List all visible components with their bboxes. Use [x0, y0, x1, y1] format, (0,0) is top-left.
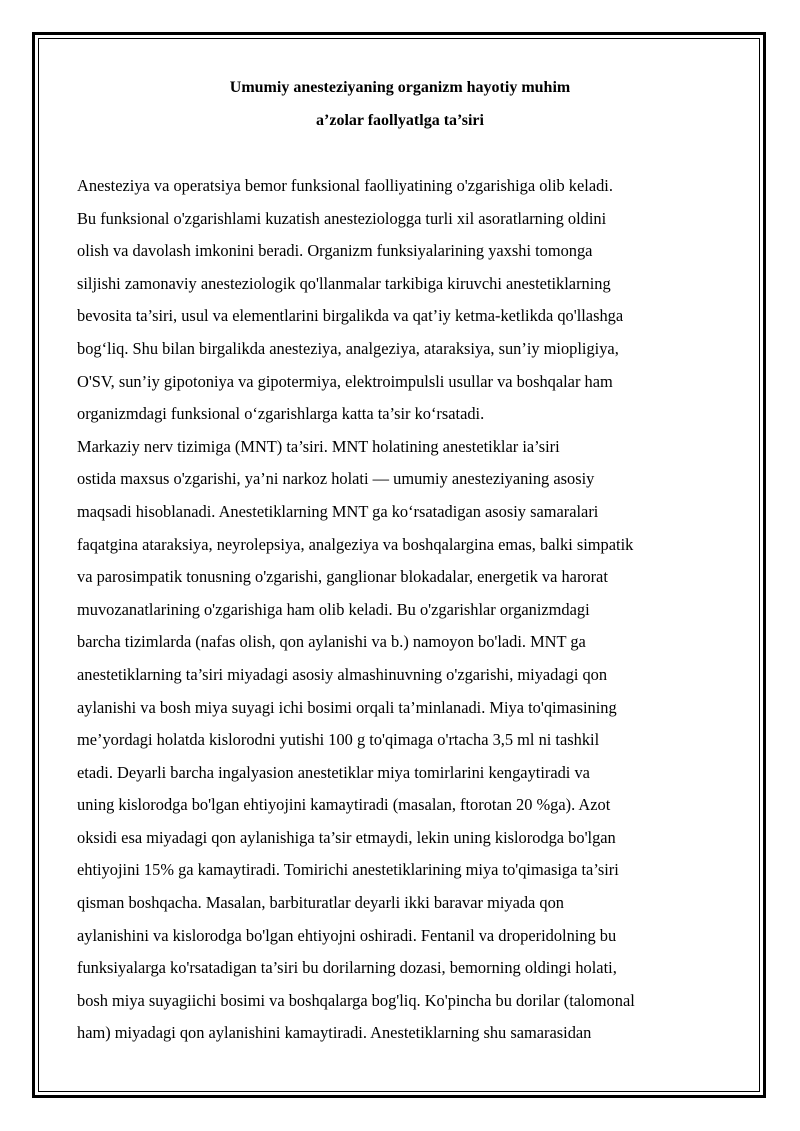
document-title-line-2: a’zolar faollyatlga ta’siri: [316, 112, 484, 129]
body-text-line: ham) miyadagi qon aylanishini kamaytiradi. Anestetiklarning shu samarasidan: [77, 1023, 592, 1043]
body-text-line: funksiyalarga ko'rsatadigan ta’siri bu dorilarning dozasi, bemorning oldingi holati,: [77, 958, 617, 978]
body-text-line: olish va davolash imkonini beradi. Organizm funksiyalarining yaxshi tomonga: [77, 241, 593, 261]
body-text-line: muvozanatlarining o'zgarishiga ham olib keladi. Bu o'zgarishlar organizmdagi: [77, 599, 590, 619]
body-text-line: aylanishini va kislorodga bo'lgan ehtiyojni oshiradi. Fentanil va droperidolning bu: [77, 925, 617, 945]
body-text-line: faqatgina ataraksiya, neyrolepsiya, analgeziya va boshqalargina emas, balki simpatik: [77, 534, 634, 554]
body-text-line: bevosita ta’siri, usul va elementlarini birgalikda va qat’iy ketma-ketlikda qo'llashga: [77, 306, 624, 326]
body-text-line: oksidi esa miyadagi qon aylanishiga ta’sir etmaydi, lekin uning kislorodga bo'lgan: [77, 827, 616, 847]
body-text-line: va parosimpatik tonusning o'zgarishi, ganglionar blokadalar, energetik va harorat: [77, 567, 608, 587]
body-text-line: ehtiyojini 15% ga kamaytiradi. Tomirichi anestetiklarining miya to'qimasiga ta’siri: [77, 860, 619, 880]
body-text-line: barcha tizimlarda (nafas olish, qon aylanishi va b.) namoyon bo'ladi. MNT ga: [77, 632, 586, 652]
body-text-line: O'SV, sun’iy gipotoniya va gipotermiya, elektroimpulsli usullar va boshqalar ham: [77, 371, 613, 391]
body-text-line: maqsadi hisoblanadi. Anestetiklarning MNT ga ko‘rsatadigan asosiy samaralari: [77, 501, 599, 521]
body-text-line: bog‘liq. Shu bilan birgalikda anesteziya, analgeziya, ataraksiya, sun’iy miopligiya,: [77, 338, 619, 358]
body-text-line: organizmdagi funksional o‘zgarishlarga katta ta’sir ko‘rsatadi.: [77, 404, 485, 424]
body-text-line: uning kislorodga bo'lgan ehtiyojini kamaytiradi (masalan, ftorotan 20 %ga). Azot: [77, 795, 611, 815]
body-text-line: me’yordagi holatda kislorodni yutishi 100 g to'qimaga o'rtacha 3,5 ml ni tashkil: [77, 730, 600, 750]
body-text-line: Markaziy nerv tizimiga (MNT) ta’siri. MNT holatining anestetiklar ia’siri: [77, 436, 560, 456]
body-text-line: ostida maxsus o'zgarishi, ya’ni narkoz holati — umumiy anesteziyaning asosiy: [77, 469, 595, 489]
body-text-line: siljishi zamonaviy anesteziologik qo'llanmalar tarkibiga kiruvchi anestetiklarning: [77, 273, 611, 293]
body-text-line: etadi. Deyarli barcha ingalyasion anestetiklar miya tomirlarini kengaytiradi va: [77, 762, 590, 782]
body-text-line: Anesteziya va operatsiya bemor funksional faolliyatining o'zgarishiga olib keladi.: [77, 176, 613, 195]
body-text-line: bosh miya suyagiichi bosimi va boshqalarga bog'liq. Ko'pincha bu dorilar (talomonal: [77, 990, 635, 1010]
body-text-line: qisman boshqacha. Masalan, barbituratlar deyarli ikki baravar miyada qon: [77, 893, 564, 913]
document-title-line-1: Umumiy anesteziyaning organizm hayotiy muhim: [229, 79, 571, 96]
body-text-line: aylanishi va bosh miya suyagi ichi bosimi orqali ta’minlanadi. Miya to'qimasining: [77, 697, 617, 717]
document-body: [77, 173, 727, 1053]
body-text-line: anestetiklarning ta’siri miyadagi asosiy almashinuvning o'zgarishi, miyadagi qon: [77, 664, 608, 684]
body-text-line: Bu funksional o'zgarishlami kuzatish anesteziologga turli xil asoratlarning oldini: [77, 208, 607, 228]
